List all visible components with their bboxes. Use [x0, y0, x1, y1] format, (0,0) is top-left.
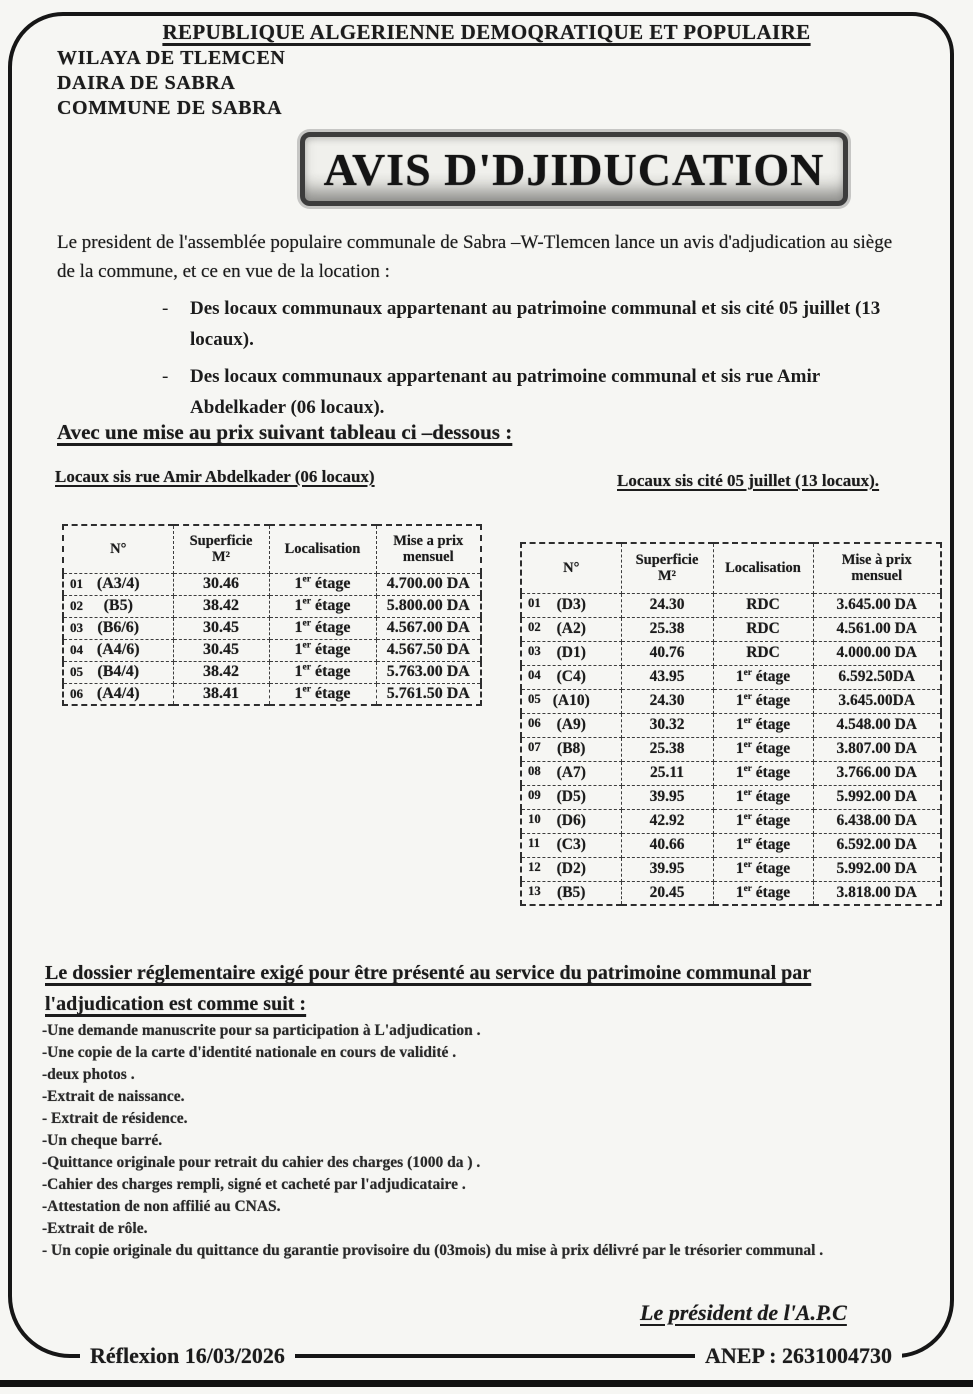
cell-mise-a-prix: 4.567.00 DA: [376, 617, 481, 639]
cell-localisation: RDC: [713, 641, 813, 665]
row-number: 11: [528, 835, 541, 850]
ordinal-suffix: er: [743, 667, 752, 678]
cell-number-code: [521, 713, 621, 737]
ordinal-suffix: er: [743, 691, 752, 702]
intro-section: [57, 228, 907, 429]
column-header-line: M²: [657, 568, 677, 585]
table-header: [521, 543, 941, 593]
row-number: 04: [70, 641, 84, 657]
cell-number-code: [521, 785, 621, 809]
dossier-item: - Un copie originale du quittance du garantie provisoire du (03mois) du mise à prix délivré par le trésorier communal .: [42, 1242, 824, 1259]
row-number: 02: [70, 597, 84, 613]
ordinal-suffix: er: [302, 573, 311, 585]
dossier-heading: [45, 958, 930, 1020]
cell-superficie: 40.66: [621, 833, 713, 857]
cell-superficie: 30.45: [173, 639, 269, 661]
local-code: (A9): [556, 716, 586, 733]
ordinal-suffix: er: [743, 763, 752, 774]
cell-localisation: 1er étage: [713, 665, 813, 689]
cell-mise-a-prix: 5.763.00 DA: [376, 661, 481, 683]
cell-localisation: 1er étage: [269, 573, 376, 595]
cell-mise-a-prix: 3.645.00 DA: [813, 593, 941, 617]
cell-number-code: [63, 683, 173, 705]
local-code: (A4/6): [96, 641, 140, 658]
column-header-line: mensuel: [851, 568, 903, 585]
cell-localisation: 1er étage: [269, 661, 376, 683]
right-table-caption: Locaux sis cité 05 juillet (13 locaux).: [617, 471, 880, 490]
ordinal-suffix: er: [302, 639, 311, 651]
cell-mise-a-prix: 6.592.00 DA: [813, 833, 941, 857]
cell-mise-a-prix: 5.992.00 DA: [813, 785, 941, 809]
cell-superficie: 30.32: [621, 713, 713, 737]
cell-number-code: [63, 573, 173, 595]
table-row: [63, 639, 481, 661]
column-header-line: Superficie: [189, 533, 253, 550]
cell-number-code: [63, 639, 173, 661]
admin-line: COMMUNE DE SABRA: [57, 97, 283, 119]
cell-mise-a-prix: 4.567.50 DA: [376, 639, 481, 661]
cell-mise-a-prix: 3.766.00 DA: [813, 761, 941, 785]
cell-mise-a-prix: 3.807.00 DA: [813, 737, 941, 761]
table-header-row: [63, 525, 481, 573]
cell-superficie: 39.95: [621, 857, 713, 881]
cell-mise-a-prix: 5.761.50 DA: [376, 683, 481, 705]
cell-number-code: [521, 881, 621, 905]
row-number: 05: [528, 691, 541, 706]
cell-number-code: [521, 809, 621, 833]
table-row: [521, 641, 941, 665]
table-row: [521, 713, 941, 737]
table-header: [63, 525, 481, 573]
admin-line: DAIRA DE SABRA: [57, 72, 236, 94]
local-code: (D2): [556, 860, 586, 877]
cell-mise-a-prix: 5.800.00 DA: [376, 595, 481, 617]
cell-localisation: 1er étage: [713, 785, 813, 809]
dossier-item: -Cahier des charges rempli, signé et cacheté par l'adjudicataire .: [42, 1176, 466, 1193]
left-table-caption: Locaux sis rue Amir Abdelkader (06 locaux): [55, 467, 375, 486]
signature-line: Le président de l'A.P.C: [640, 1300, 847, 1325]
dossier-item: - Extrait de résidence.: [42, 1110, 188, 1127]
column-header: [521, 543, 621, 593]
dossier-item: -Une copie de la carte d'identité nationale en cours de validité .: [42, 1044, 457, 1061]
left-table: [62, 524, 482, 706]
column-header: [173, 525, 269, 573]
table-row: [521, 809, 941, 833]
cell-number-code: [63, 661, 173, 683]
cell-mise-a-prix: 4.700.00 DA: [376, 573, 481, 595]
row-number: 06: [70, 685, 84, 701]
cell-localisation: RDC: [713, 617, 813, 641]
local-code: (C4): [556, 668, 586, 685]
dossier-heading-line: l'adjudication est comme suit :: [45, 993, 307, 1015]
table-row: [521, 665, 941, 689]
cell-mise-a-prix: 3.645.00DA: [813, 689, 941, 713]
ordinal-suffix: er: [743, 811, 752, 822]
dossier-item: -Extrait de naissance.: [42, 1088, 185, 1105]
cell-localisation: 1er étage: [269, 595, 376, 617]
row-number: 13: [528, 883, 541, 898]
dossier-item: -Une demande manuscrite pour sa participation à L'adjudication .: [42, 1022, 481, 1039]
cell-number-code: [521, 617, 621, 641]
table-row: [521, 593, 941, 617]
cell-mise-a-prix: 3.818.00 DA: [813, 881, 941, 905]
administrative-lines: [57, 46, 285, 121]
dossier-item: -Quittance originale pour retrait du cahier des charges (1000 da ) .: [42, 1154, 481, 1171]
cell-localisation: 1er étage: [269, 639, 376, 661]
column-header-line: N°: [563, 560, 580, 577]
local-code: (B6/6): [97, 619, 140, 636]
ordinal-suffix: er: [302, 661, 311, 673]
table-body: [521, 593, 941, 905]
row-number: 03: [528, 643, 541, 658]
table-row: [521, 785, 941, 809]
row-number: 01: [528, 595, 541, 610]
ordinal-suffix: er: [302, 617, 311, 629]
table-row: [521, 689, 941, 713]
ordinal-suffix: er: [743, 883, 752, 894]
column-header-line: Localisation: [284, 541, 361, 558]
column-header-line: M²: [211, 549, 231, 566]
cell-superficie: 25.38: [621, 617, 713, 641]
dossier-heading-line: Le dossier réglementaire exigé pour être présenté au service du patrimoine communal par: [45, 962, 812, 984]
local-code: (B4/4): [97, 663, 140, 680]
cell-superficie: 40.76: [621, 641, 713, 665]
cell-number-code: [521, 689, 621, 713]
table-row: [521, 617, 941, 641]
cell-mise-a-prix: 4.548.00 DA: [813, 713, 941, 737]
row-number: 07: [528, 739, 541, 754]
intro-bullet: - Des locaux communaux appartenant au patrimoine communal et sis rue Amir Abdelkader (06 locaux).: [162, 361, 892, 423]
right-table: [520, 542, 942, 906]
column-header-line: Mise à prix: [841, 552, 912, 569]
cell-superficie: 42.92: [621, 809, 713, 833]
journal-date: Réflexion 16/03/2026: [80, 1342, 295, 1370]
ordinal-suffix: er: [743, 715, 752, 726]
dossier-requirements-list: [42, 1020, 922, 1262]
local-code: (B5): [557, 883, 586, 901]
dossier-item: -deux photos .: [42, 1066, 135, 1083]
cell-superficie: 30.46: [173, 573, 269, 595]
local-code: (A2): [556, 620, 586, 637]
cell-localisation: RDC: [713, 593, 813, 617]
row-number: 05: [70, 663, 84, 679]
column-header-line: Localisation: [725, 560, 801, 577]
dossier-item: -Attestation de non affilié au CNAS.: [42, 1198, 281, 1215]
cell-superficie: 24.30: [621, 593, 713, 617]
intro-bullet-list: [162, 293, 892, 423]
local-code: (A3/4): [96, 575, 140, 592]
column-header: [621, 543, 713, 593]
cell-number-code: [521, 857, 621, 881]
column-header: [713, 543, 813, 593]
cell-number-code: [521, 593, 621, 617]
cell-number-code: [63, 595, 173, 617]
admin-line: WILAYA DE TLEMCEN: [57, 47, 286, 69]
cell-superficie: 25.38: [621, 737, 713, 761]
cell-superficie: 38.42: [173, 661, 269, 683]
row-number: 03: [70, 619, 84, 635]
republic-headline: REPUBLIQUE ALGERIENNE DEMOQRATIQUE ET POPULAIRE: [162, 20, 811, 44]
local-code: (C3): [556, 836, 586, 853]
cell-mise-a-prix: 5.992.00 DA: [813, 857, 941, 881]
row-number: 09: [528, 787, 541, 802]
cell-number-code: [521, 761, 621, 785]
ordinal-suffix: er: [743, 787, 752, 798]
column-header: [813, 543, 941, 593]
cell-mise-a-prix: 4.561.00 DA: [813, 617, 941, 641]
local-code: (D3): [556, 596, 586, 613]
cell-superficie: 20.45: [621, 881, 713, 905]
local-code: (B5): [103, 597, 133, 614]
notice-title: AVIS D'DJIDUCATION: [323, 143, 825, 195]
cell-mise-a-prix: 6.592.50DA: [813, 665, 941, 689]
table-row: [63, 595, 481, 617]
table-row: [521, 881, 941, 905]
row-number: 08: [528, 763, 541, 778]
table-row: [63, 573, 481, 595]
cell-localisation: 1er étage: [713, 857, 813, 881]
table-row: [521, 737, 941, 761]
row-number: 06: [528, 715, 541, 730]
cell-number-code: [521, 665, 621, 689]
dossier-item: -Un cheque barré.: [42, 1132, 163, 1149]
notice-title-box: [300, 132, 848, 206]
table-row: [63, 617, 481, 639]
table-row: [521, 857, 941, 881]
cell-localisation: 1er étage: [713, 689, 813, 713]
row-number: 02: [528, 619, 541, 634]
local-code: (B8): [557, 740, 586, 757]
cell-mise-a-prix: 6.438.00 DA: [813, 809, 941, 833]
anep-reference: ANEP : 2631004730: [695, 1342, 902, 1370]
table-row: [521, 761, 941, 785]
column-header: [376, 525, 481, 573]
row-number: 10: [528, 811, 541, 826]
cell-superficie: 38.41: [173, 683, 269, 705]
local-code: (D6): [556, 812, 586, 829]
cell-localisation: 1er étage: [713, 809, 813, 833]
cell-localisation: 1er étage: [713, 833, 813, 857]
table-body: [63, 573, 481, 705]
cell-localisation: 1er étage: [713, 761, 813, 785]
cell-localisation: 1er étage: [269, 683, 376, 705]
cell-superficie: 43.95: [621, 665, 713, 689]
table-header-row: [521, 543, 941, 593]
local-code: (A4/4): [96, 684, 140, 702]
cell-superficie: 30.45: [173, 617, 269, 639]
row-number: 01: [70, 575, 84, 591]
column-header-line: N°: [110, 541, 127, 558]
cell-localisation: 1er étage: [713, 713, 813, 737]
bottom-rule: [0, 1380, 973, 1387]
ordinal-suffix: er: [302, 595, 311, 607]
price-heading: Avec une mise au prix suivant tableau ci –dessous :: [57, 420, 513, 444]
cell-number-code: [63, 617, 173, 639]
local-code: (D5): [556, 788, 586, 805]
intro-paragraph: Le president de l'assemblée populaire communale de Sabra –W-Tlemcen lance un avis d'adjudication au siège de la commune, et ce en vue de la location :: [57, 232, 893, 282]
dossier-item: -Extrait de rôle.: [42, 1220, 148, 1237]
ordinal-suffix: er: [743, 835, 752, 846]
column-header-line: Superficie: [635, 552, 699, 569]
table-row: [521, 833, 941, 857]
cell-superficie: 38.42: [173, 595, 269, 617]
local-code: (D1): [556, 644, 586, 661]
local-code: (A7): [556, 764, 586, 781]
cell-localisation: 1er étage: [713, 737, 813, 761]
cell-superficie: 24.30: [621, 689, 713, 713]
cell-localisation: 1er étage: [269, 617, 376, 639]
ordinal-suffix: er: [743, 859, 752, 870]
column-header: [269, 525, 376, 573]
column-header-line: mensuel: [402, 549, 454, 566]
local-code: (A10): [552, 692, 590, 709]
column-header-line: Mise a prix: [393, 533, 464, 550]
row-number: 12: [528, 859, 541, 874]
table-row: [63, 683, 481, 705]
cell-localisation: 1er étage: [713, 881, 813, 905]
row-number: 04: [528, 667, 541, 682]
ordinal-suffix: er: [302, 683, 311, 695]
cell-superficie: 25.11: [621, 761, 713, 785]
cell-number-code: [521, 833, 621, 857]
table-row: [63, 661, 481, 683]
cell-superficie: 39.95: [621, 785, 713, 809]
cell-number-code: [521, 641, 621, 665]
cell-number-code: [521, 737, 621, 761]
cell-mise-a-prix: 4.000.00 DA: [813, 641, 941, 665]
ordinal-suffix: er: [743, 739, 752, 750]
intro-bullet: - Des locaux communaux appartenant au patrimoine communal et sis cité 05 juillet (13 locaux).: [162, 293, 892, 355]
column-header: [63, 525, 173, 573]
